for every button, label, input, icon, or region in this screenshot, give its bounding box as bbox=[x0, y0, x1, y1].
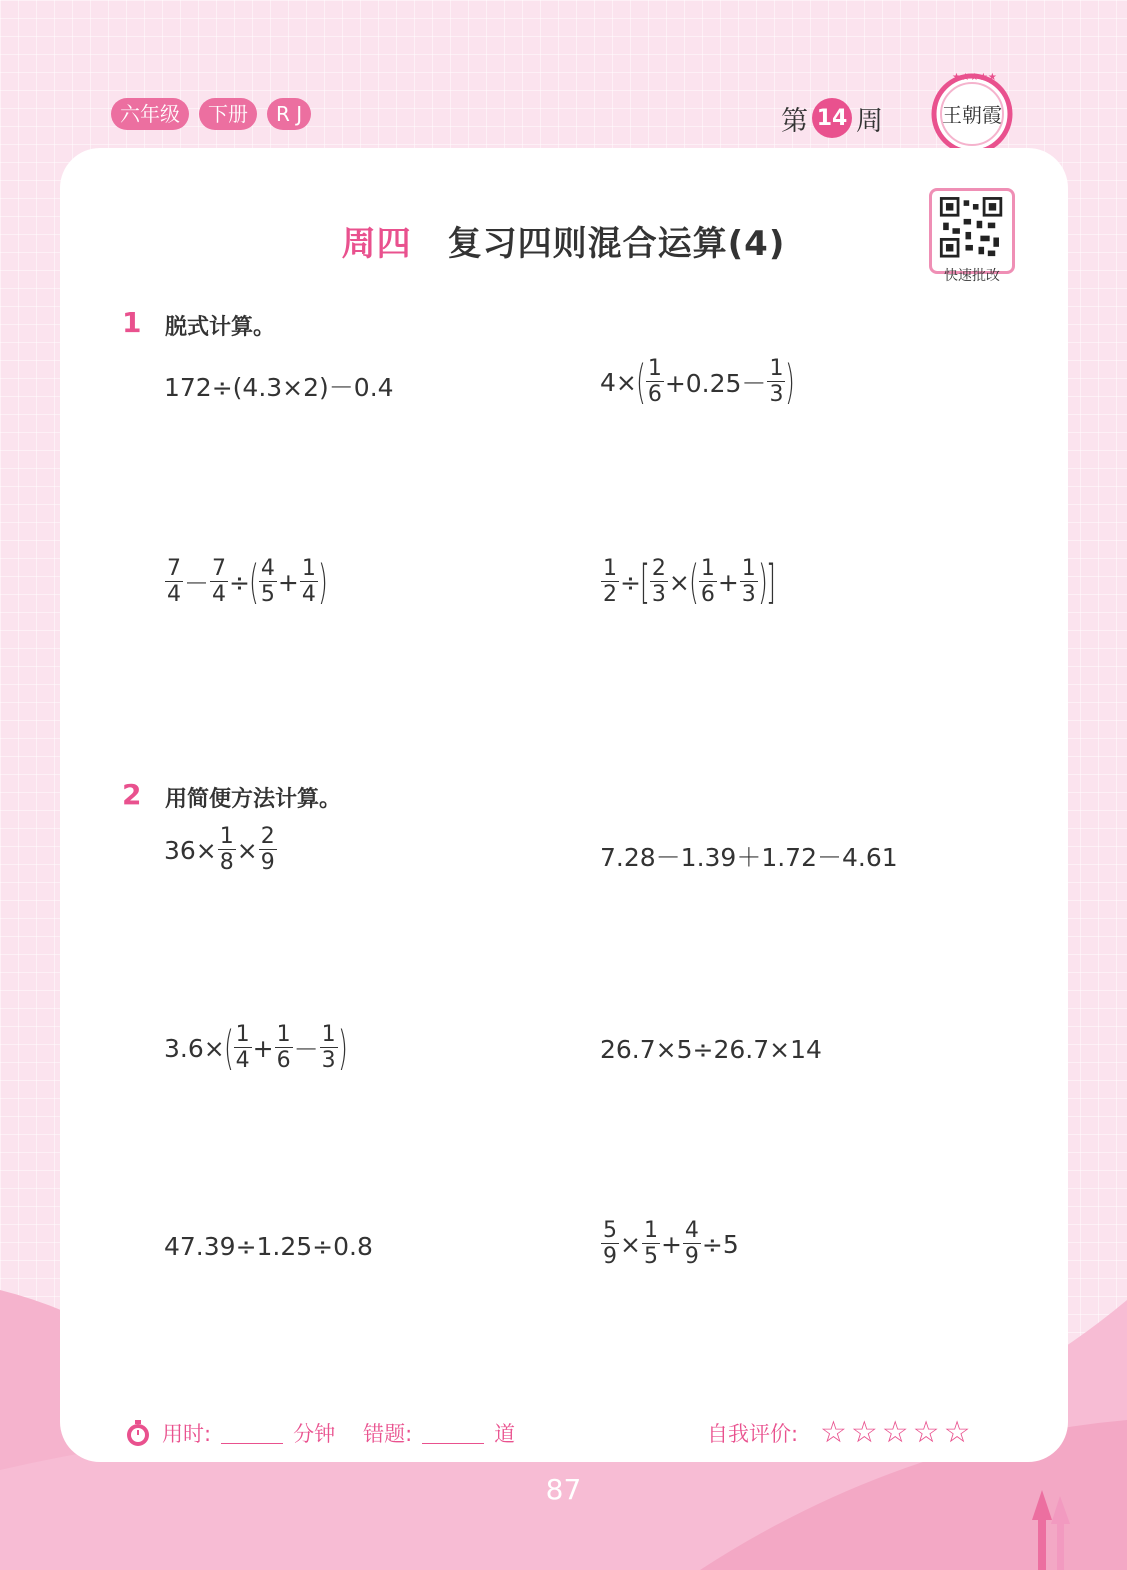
expression-3: $\frac{7}{4}$ － $\frac{7}{4}$ ÷ ( $\frac{4}{5}$ + $\frac{1}{4}$ ) bbox=[167, 555, 328, 609]
fraction: $\frac{1}{3}$ bbox=[769, 356, 784, 407]
title-text: 复习四则混合运算(4) bbox=[447, 224, 786, 264]
section-2-instruction: 用简便方法计算。 bbox=[165, 787, 342, 812]
week-indicator bbox=[781, 98, 883, 138]
svg-text:★★★★★: ★★★★★ bbox=[952, 72, 997, 83]
time-blank[interactable] bbox=[221, 1423, 283, 1444]
fraction: $\frac{5}{9}$ bbox=[603, 1218, 617, 1269]
fraction: $\frac{2}{9}$ bbox=[260, 824, 275, 875]
fraction: $\frac{1}{4}$ bbox=[301, 556, 316, 607]
expression-5: 36× $\frac{1}{8}$ × $\frac{2}{9}$ bbox=[164, 824, 275, 875]
section-1-number: 1 bbox=[122, 306, 142, 339]
logo-text: 王朝霞 bbox=[942, 103, 1002, 127]
title-day: 周四 bbox=[341, 224, 412, 264]
expression-2: 4× ( $\frac{1}{6}$ +0.25－ $\frac{1}{3}$ ) bbox=[600, 355, 796, 409]
time-unit: 分钟 bbox=[293, 1422, 336, 1446]
edition-tag: R J bbox=[267, 98, 311, 130]
fraction: $\frac{1}{6}$ bbox=[700, 556, 715, 607]
volume-tag: 下册 bbox=[199, 98, 257, 130]
fraction: $\frac{1}{6}$ bbox=[276, 1022, 291, 1073]
grade-tags bbox=[111, 98, 311, 130]
fraction: $\frac{1}{6}$ bbox=[647, 356, 662, 407]
fraction: $\frac{7}{4}$ bbox=[167, 556, 181, 607]
fraction: $\frac{4}{5}$ bbox=[260, 556, 275, 607]
time-label: 用时: bbox=[162, 1422, 212, 1446]
fraction: $\frac{2}{3}$ bbox=[651, 556, 666, 607]
brand-logo bbox=[930, 70, 1014, 160]
fraction: $\frac{1}{4}$ bbox=[235, 1022, 250, 1073]
errors-unit: 道 bbox=[494, 1422, 516, 1446]
expression-4: $\frac{1}{2}$ ÷ [ $\frac{2}{3}$ × ( $\frac{1}{6}$ + $\frac{1}{3}$ ) ] bbox=[603, 555, 776, 609]
errors-blank[interactable] bbox=[422, 1423, 484, 1444]
fraction: $\frac{4}{9}$ bbox=[684, 1218, 699, 1269]
page-number: 87 bbox=[545, 1473, 582, 1506]
arrow-up-icon bbox=[1030, 1490, 1075, 1570]
qr-label: 快速批改 bbox=[944, 268, 1000, 284]
time-record bbox=[124, 1418, 515, 1448]
expression-1: 172÷(4.3×2)－0.4 bbox=[164, 373, 394, 402]
expression-7: 3.6× ( $\frac{1}{4}$ + $\frac{1}{6}$ － $\frac{1}{3}$ ) bbox=[164, 1021, 348, 1075]
fraction: $\frac{1}{3}$ bbox=[741, 556, 756, 607]
fraction: $\frac{1}{3}$ bbox=[321, 1022, 336, 1073]
expression-8: 26.7×5÷26.7×14 bbox=[600, 1035, 822, 1064]
fraction: $\frac{7}{4}$ bbox=[212, 556, 227, 607]
week-number-badge: 14 bbox=[812, 98, 852, 138]
rating-stars[interactable]: ☆☆☆☆☆ bbox=[820, 1415, 975, 1450]
expression-6: 7.28－1.39＋1.72－4.61 bbox=[600, 843, 898, 872]
week-prefix: 第 bbox=[781, 105, 808, 137]
expression-10: $\frac{5}{9}$ × $\frac{1}{5}$ + $\frac{4}{9}$ ÷5 bbox=[603, 1218, 739, 1269]
section-1-instruction: 脱式计算。 bbox=[165, 315, 276, 340]
grade-tag: 六年级 bbox=[111, 98, 189, 130]
fraction: $\frac{1}{5}$ bbox=[643, 1218, 658, 1269]
self-evaluation-label: 自我评价: bbox=[707, 1422, 799, 1446]
section-2-number: 2 bbox=[122, 778, 142, 811]
stopwatch-icon bbox=[124, 1419, 152, 1447]
fraction: $\frac{1}{8}$ bbox=[219, 824, 234, 875]
week-suffix: 周 bbox=[856, 105, 883, 137]
fraction: $\frac{1}{2}$ bbox=[603, 556, 617, 607]
expression-9: 47.39÷1.25÷0.8 bbox=[164, 1232, 373, 1261]
errors-label: 错题: bbox=[363, 1422, 413, 1446]
qr-code-icon[interactable] bbox=[929, 188, 1015, 274]
